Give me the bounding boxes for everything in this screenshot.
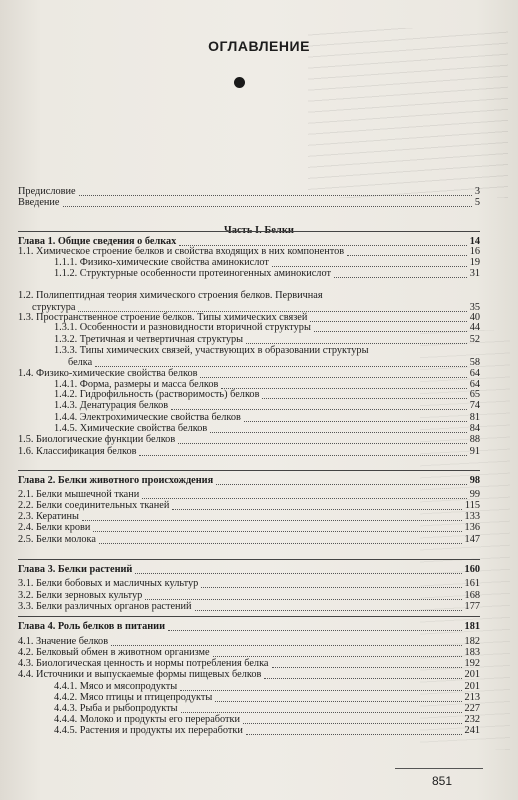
toc-entry-page: 182	[464, 636, 480, 647]
dot-leader	[63, 205, 472, 207]
toc-entry-page: 181	[464, 621, 480, 632]
toc-entry-title: 3.2. Белки зерновых культур	[18, 590, 143, 601]
toc-entry	[18, 647, 480, 658]
toc-entry-title: 4.2. Белковый обмен в животном организме	[18, 647, 210, 658]
toc-entry-page: 201	[464, 669, 480, 680]
toc-entry-title: 1.3.3. Типы химических связей, участвующих в образовании структуры	[54, 345, 369, 356]
page-number: 851	[432, 774, 453, 788]
dot-leader	[111, 644, 461, 646]
toc-entry-page: 84	[469, 423, 480, 434]
toc-entry	[18, 658, 480, 669]
dot-leader	[99, 542, 462, 544]
toc-entry-title: 1.3. Пространственное строение белков. Типы химических связей	[18, 312, 308, 323]
toc-entry-page: 64	[469, 379, 480, 390]
toc-entry-title: 1.1.2. Структурные особенности протеиногенных аминокислот	[54, 268, 331, 279]
toc-entry-title: 4.4. Источники и выпускаемые формы пищевых белков	[18, 669, 262, 680]
toc-entry-title: Глава 3. Белки растений	[18, 564, 133, 575]
toc-entry-page: 3	[474, 186, 480, 197]
toc-entry-page: 14	[469, 236, 480, 247]
dot-leader	[171, 408, 467, 410]
toc-entry-page: 64	[469, 368, 480, 379]
toc-entry	[18, 197, 480, 208]
toc-entry-page: 168	[464, 590, 480, 601]
section-rule	[18, 231, 480, 232]
toc-entry	[18, 681, 480, 692]
toc-entry-title: 4.4.5. Растения и продукты их переработки	[54, 725, 243, 736]
dot-leader	[181, 711, 462, 713]
toc-entry-page: 133	[464, 511, 480, 522]
toc-entry-title: 1.4.4. Электрохимические свойства белков	[54, 412, 241, 423]
dot-leader	[264, 677, 461, 679]
toc-entry-page: 81	[469, 412, 480, 423]
dot-leader	[314, 330, 467, 332]
toc-entry-title: Глава 4. Роль белков в питании	[18, 621, 166, 632]
dot-leader	[82, 519, 462, 521]
dot-leader	[213, 655, 462, 657]
dot-leader	[180, 689, 461, 691]
footer-rule	[395, 768, 483, 769]
toc-entry-title: 4.4.2. Мясо птицы и птицепродукты	[54, 692, 213, 703]
toc-entry	[18, 268, 480, 279]
toc-entry	[18, 489, 480, 500]
dot-leader	[272, 265, 467, 267]
toc-entry-page: 74	[469, 400, 480, 411]
dot-leader	[200, 376, 466, 378]
toc-entry-title: Введение	[18, 197, 60, 208]
toc-entry-page: 201	[464, 681, 480, 692]
toc-entry-page: 177	[464, 601, 480, 612]
toc-entry-title: Глава 2. Белки животного происхождения	[18, 475, 214, 486]
toc-entry	[18, 246, 480, 257]
dot-leader	[262, 397, 466, 399]
toc-entry-title: 4.1. Значение белков	[18, 636, 109, 647]
toc-entry-title: 2.5. Белки молока	[18, 534, 96, 545]
toc-entry	[18, 434, 480, 445]
toc-entry-page: 52	[469, 334, 480, 345]
dot-leader	[139, 454, 466, 456]
toc-chapter-entry	[18, 475, 480, 486]
toc-entry-page: 5	[474, 197, 480, 208]
section-rule	[18, 616, 480, 617]
toc-entry-title: 2.3. Кератины	[18, 511, 79, 522]
toc-entry-page: 115	[464, 500, 480, 511]
toc-entry	[18, 368, 480, 379]
toc-entry-page: 136	[464, 522, 480, 533]
page-title: ОГЛАВЛЕНИЕ	[208, 38, 310, 54]
toc-entry-page: 227	[464, 703, 480, 714]
toc-entry-page: 31	[469, 268, 480, 279]
toc-entry-title: 4.4.4. Молоко и продукты его переработки	[54, 714, 241, 725]
toc-entry-title: 2.2. Белки соединительных тканей	[18, 500, 170, 511]
toc-entry	[18, 186, 480, 197]
toc-entry-page: 232	[464, 714, 480, 725]
toc-entry	[18, 578, 480, 589]
toc-entry-title: 4.3. Биологическая ценность и нормы потребления белка	[18, 658, 269, 669]
toc-entry	[18, 590, 480, 601]
toc-entry-title: 1.1. Химическое строение белков и свойства входящих в них компонентов	[18, 246, 345, 257]
toc-entry-title: 1.2. Полипептидная теория химического строения белков. Первичная	[18, 290, 323, 301]
toc-entry-page: 98	[469, 475, 480, 486]
toc-entry	[18, 423, 480, 434]
dot-leader	[145, 598, 461, 600]
toc-entry-title: 1.6. Классификация белков	[18, 446, 137, 457]
toc-entry-title: белка	[68, 357, 93, 368]
toc-entry-page: 88	[469, 434, 480, 445]
toc-entry-title: 3.3. Белки различных органов растений	[18, 601, 192, 612]
dot-leader	[243, 722, 462, 724]
toc-entry-page: 241	[464, 725, 480, 736]
dot-leader	[172, 508, 462, 510]
toc-entry-title: 2.4. Белки крови	[18, 522, 91, 533]
dot-leader	[95, 365, 466, 367]
toc-entry	[18, 636, 480, 647]
dot-leader	[168, 629, 461, 631]
toc-entry-title: 1.4.2. Гидрофильность (растворимость) белков	[54, 389, 260, 400]
toc-chapter-entry	[18, 621, 480, 632]
toc-entry-page: 147	[464, 534, 480, 545]
toc-entry	[18, 257, 480, 268]
toc-entry	[18, 522, 480, 533]
toc-entry	[18, 534, 480, 545]
dot-leader	[201, 586, 461, 588]
toc-entry-page: 19	[469, 257, 480, 268]
toc-entry-title: Предисловие	[18, 186, 76, 197]
toc-entry-title: 1.4. Физико-химические свойства белков	[18, 368, 198, 379]
section-rule	[18, 559, 480, 560]
toc-entry	[18, 357, 480, 368]
toc-entry	[18, 703, 480, 714]
toc-entry-page: 35	[469, 302, 480, 313]
toc-entry-title: 1.1.1. Физико-химические свойства аминокислот	[54, 257, 269, 268]
toc-entry-title: 1.4.1. Форма, размеры и масса белков	[54, 379, 219, 390]
toc-entry	[18, 446, 480, 457]
toc-entry	[18, 412, 480, 423]
toc-entry-title: 2.1. Белки мышечной ткани	[18, 489, 140, 500]
toc-entry-page: 65	[469, 389, 480, 400]
toc-entry-page: 40	[469, 312, 480, 323]
dot-leader	[210, 431, 466, 433]
toc-chapter-entry	[18, 564, 480, 575]
toc-entry-page: 160	[464, 564, 480, 575]
dot-leader	[215, 700, 461, 702]
toc-entry-title: 1.3.2. Третичная и четвертичная структуры	[54, 334, 244, 345]
dot-leader	[135, 572, 461, 574]
toc-entry-page: 58	[469, 357, 480, 368]
toc-entry-page: 91	[469, 446, 480, 457]
dot-leader	[142, 497, 466, 499]
toc-entry	[18, 500, 480, 511]
toc-entry-page: 192	[464, 658, 480, 669]
dot-leader	[216, 483, 467, 485]
toc-entry-page: 44	[469, 322, 480, 333]
toc-entry-page: 183	[464, 647, 480, 658]
toc-entry	[18, 692, 480, 703]
toc-entry-page: 213	[464, 692, 480, 703]
toc-entry	[18, 400, 480, 411]
dot-leader	[244, 420, 467, 422]
dot-leader	[195, 609, 462, 611]
toc-entry-page: 161	[464, 578, 480, 589]
toc-entry-title: 1.4.5. Химические свойства белков	[54, 423, 208, 434]
toc-entry	[18, 669, 480, 680]
toc-entry	[18, 334, 480, 345]
toc-entry	[18, 601, 480, 612]
dot-leader	[246, 733, 462, 735]
toc-entry	[18, 725, 480, 736]
toc-entry-title: 1.3.1. Особенности и разновидности вторичной структуры	[54, 322, 311, 333]
dot-leader	[178, 442, 467, 444]
toc-entry	[18, 389, 480, 400]
toc-entry-page: 99	[469, 489, 480, 500]
toc-entry-title: 1.5. Биологические функции белков	[18, 434, 176, 445]
dot-leader	[272, 666, 462, 668]
toc-entry	[18, 345, 480, 356]
toc-entry-title: структура	[32, 302, 76, 313]
part-title: Часть I. Белки	[224, 225, 294, 236]
toc-entry-title: 3.1. Белки бобовых и масличных культур	[18, 578, 199, 589]
toc-entry-title: 4.4.3. Рыба и рыбопродукты	[54, 703, 178, 714]
toc-entry-title: 4.4.1. Мясо и мясопродукты	[54, 681, 178, 692]
toc-entry	[18, 511, 480, 522]
dot-leader	[347, 254, 467, 256]
toc-entry-page: 16	[469, 246, 480, 257]
toc-entry	[18, 322, 480, 333]
section-rule	[18, 470, 480, 471]
dot-leader	[334, 276, 467, 278]
dot-leader	[93, 530, 461, 532]
toc-entry	[18, 714, 480, 725]
toc-entry-title: Глава 1. Общие сведения о белках	[18, 236, 177, 247]
toc-entry	[18, 290, 480, 301]
dot-leader	[246, 342, 467, 344]
dot-leader	[79, 194, 472, 196]
toc-entry-title: 1.4.3. Денатурация белков	[54, 400, 169, 411]
